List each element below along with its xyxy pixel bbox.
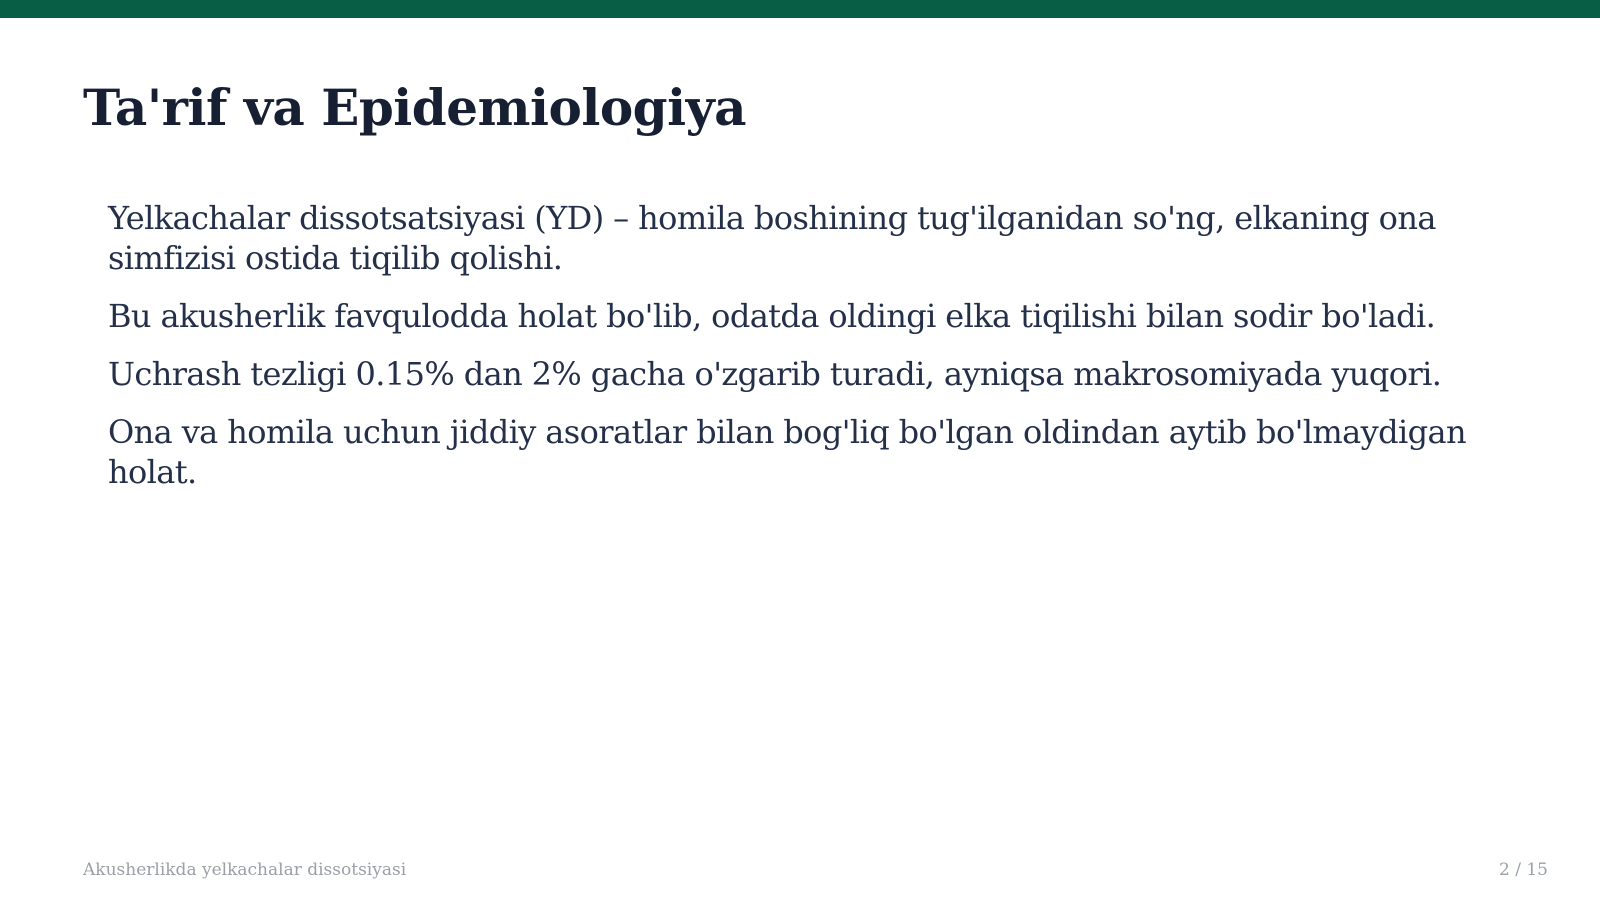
paragraph-definition: Yelkachalar dissotsatsiyasi (YD) – homila boshining tug'ilganidan so'ng, elkaning ona simfizisi ostida tiqilib qolishi. — [108, 199, 1436, 277]
slide-title: Ta'rif va Epidemiologiya — [83, 78, 747, 137]
top-accent-bar — [0, 0, 1600, 18]
footer-presentation-title: Akusherlikda yelkachalar dissotsiyasi — [83, 860, 407, 880]
slide-content — [108, 198, 1508, 510]
paragraph-emergency: Bu akusherlik favqulodda holat bo'lib, odatda oldingi elka tiqilishi bilan sodir bo'ladi. — [108, 297, 1436, 335]
page-indicator: 2 / 15 — [1499, 860, 1548, 880]
paragraph-incidence: Uchrash tezligi 0.15% dan 2% gacha o'zgarib turadi, ayniqsa makrosomiyada yuqori. — [108, 355, 1442, 393]
paragraph-complications: Ona va homila uchun jiddiy asoratlar bilan bog'liq bo'lgan oldindan aytib bo'lmaydigan holat. — [108, 413, 1467, 491]
